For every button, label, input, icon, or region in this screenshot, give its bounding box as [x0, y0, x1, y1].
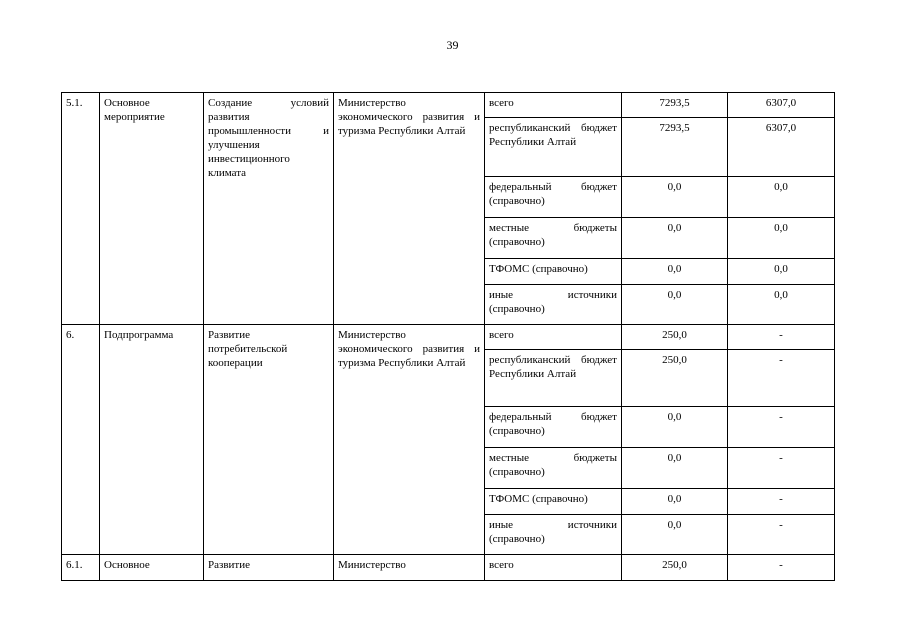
value-year-2: -: [728, 350, 835, 407]
funding-source: республиканский бюджет Республики Алтай: [485, 350, 622, 407]
value-year-1: 0,0: [622, 448, 728, 489]
item-name: Развитие потребительской кооперации: [204, 325, 334, 555]
value-year-1: 0,0: [622, 218, 728, 259]
value-year-2: 0,0: [728, 259, 835, 285]
value-year-1: 0,0: [622, 177, 728, 218]
value-year-2: 0,0: [728, 218, 835, 259]
value-year-1: 0,0: [622, 259, 728, 285]
funding-source: ТФОМС (справочно): [485, 259, 622, 285]
funding-source: республиканский бюджет Республики Алтай: [485, 118, 622, 177]
funding-source: всего: [485, 325, 622, 350]
funding-source: всего: [485, 555, 622, 581]
value-year-2: -: [728, 515, 835, 555]
value-year-1: 250,0: [622, 325, 728, 350]
item-type: Основное мероприятие: [100, 93, 204, 325]
value-year-1: 7293,5: [622, 118, 728, 177]
item-type: Основное: [100, 555, 204, 581]
item-executor: Министерство экономического развития и туризма Республики Алтай: [334, 325, 485, 555]
funding-source: федеральный бюджет (справочно): [485, 407, 622, 448]
funding-source: местные бюджеты (справочно): [485, 218, 622, 259]
value-year-2: -: [728, 448, 835, 489]
item-code: 6.1.: [62, 555, 100, 581]
funding-source: иные источники (справочно): [485, 285, 622, 325]
value-year-2: -: [728, 489, 835, 515]
value-year-1: 0,0: [622, 489, 728, 515]
funding-source: ТФОМС (справочно): [485, 489, 622, 515]
table-row: [62, 93, 835, 118]
funding-source: иные источники (справочно): [485, 515, 622, 555]
item-executor: Министерство: [334, 555, 485, 581]
value-year-2: -: [728, 555, 835, 581]
value-year-1: 0,0: [622, 285, 728, 325]
item-code: 6.: [62, 325, 100, 555]
page-number: 39: [446, 38, 459, 52]
budget-table: [61, 92, 835, 581]
value-year-2: 6307,0: [728, 118, 835, 177]
value-year-1: 7293,5: [622, 93, 728, 118]
value-year-2: 6307,0: [728, 93, 835, 118]
item-code: 5.1.: [62, 93, 100, 325]
value-year-1: 250,0: [622, 555, 728, 581]
funding-source: местные бюджеты (справочно): [485, 448, 622, 489]
value-year-2: -: [728, 325, 835, 350]
table-row: [62, 555, 835, 581]
value-year-1: 250,0: [622, 350, 728, 407]
table-row: [62, 325, 835, 350]
item-executor: Министерство экономического развития и туризма Республики Алтай: [334, 93, 485, 325]
budget-table-body: [62, 93, 835, 581]
item-name: Создание условий развития промышленности и улучшения инвестиционного климата: [204, 93, 334, 325]
funding-source: всего: [485, 93, 622, 118]
value-year-2: -: [728, 407, 835, 448]
item-type: Подпрограмма: [100, 325, 204, 555]
value-year-1: 0,0: [622, 515, 728, 555]
funding-source: федеральный бюджет (справочно): [485, 177, 622, 218]
item-name: Развитие: [204, 555, 334, 581]
value-year-2: 0,0: [728, 177, 835, 218]
value-year-1: 0,0: [622, 407, 728, 448]
value-year-2: 0,0: [728, 285, 835, 325]
